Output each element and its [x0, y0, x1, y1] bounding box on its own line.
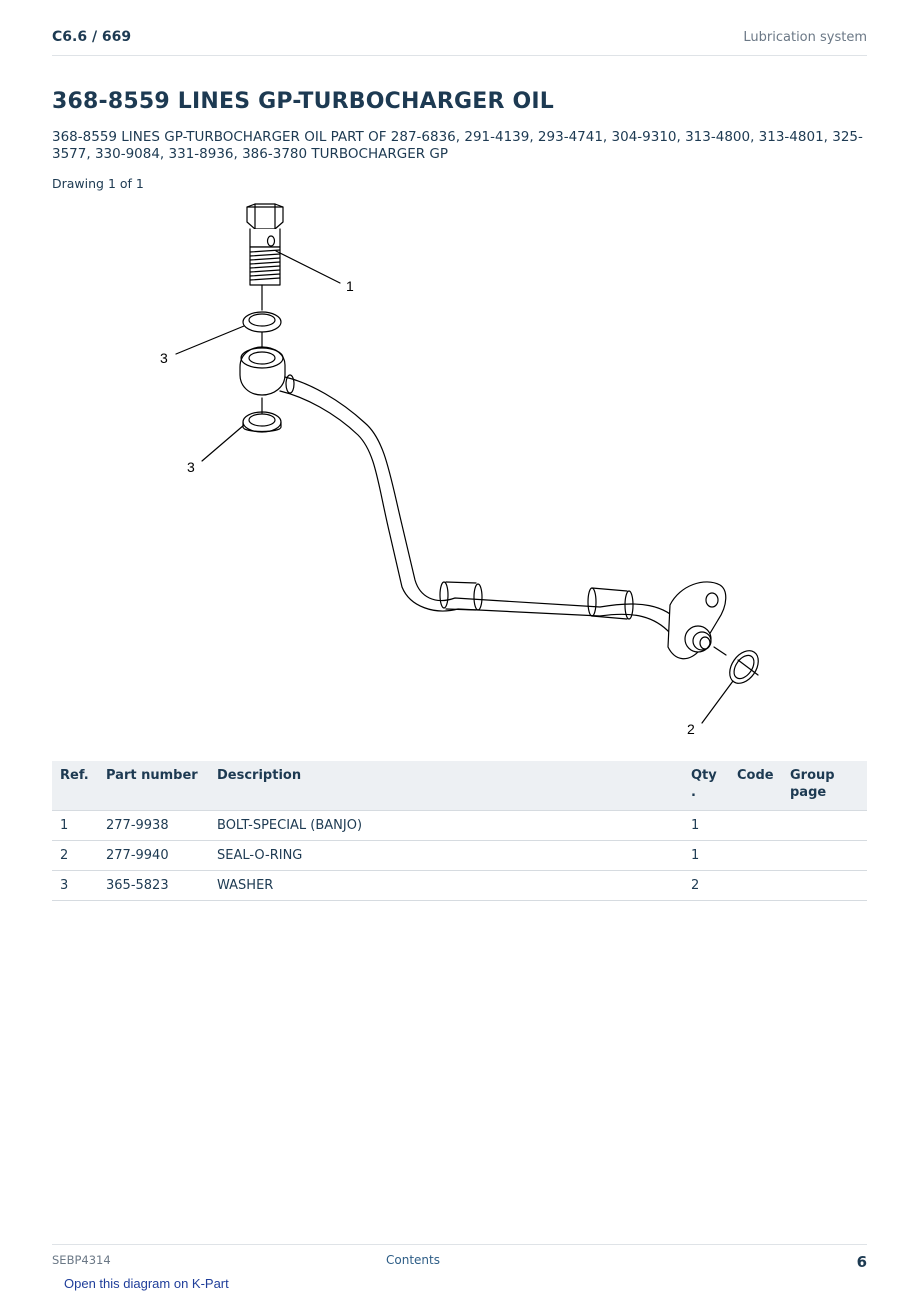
- document-id: SEBP4314: [52, 1253, 111, 1267]
- cell-part-number: 365-5823: [98, 871, 209, 901]
- cell-group-page: [782, 811, 867, 841]
- callout-3-upper: 3: [160, 350, 168, 366]
- cell-ref: 3: [52, 871, 98, 901]
- page-subtitle: 368-8559 LINES GP-TURBOCHARGER OIL PART OF 287-6836, 291-4139, 293-4741, 304-9310, 313-4800, 313-4801, 325-3577, 330-9084, 331-8936, 386-3780 TURBOCHARGER GP: [52, 129, 863, 162]
- oil-tube-part: [280, 375, 680, 633]
- cell-part-number: 277-9938: [98, 811, 209, 841]
- cell-qty: 2: [683, 871, 729, 901]
- cell-description: SEAL-O-RING: [209, 841, 683, 871]
- table-row: [52, 841, 867, 871]
- header-qty-line1: Qty: [691, 768, 717, 783]
- header-group-line2: page: [790, 785, 827, 800]
- page-footer: [52, 1244, 867, 1275]
- callout-2: 2: [687, 721, 695, 737]
- breadcrumb: C6.6 / 669: [52, 29, 132, 45]
- header-code: Code: [729, 761, 782, 811]
- header-description: Description: [209, 761, 683, 811]
- cell-code: [729, 841, 782, 871]
- header-group-line1: Group: [790, 768, 835, 783]
- cell-group-page: [782, 871, 867, 901]
- table-header-row: [52, 761, 867, 811]
- cell-part-number: 277-9940: [98, 841, 209, 871]
- parts-diagram: [140, 195, 780, 745]
- cell-ref: 1: [52, 811, 98, 841]
- cell-description: BOLT-SPECIAL (BANJO): [209, 811, 683, 841]
- contents-link[interactable]: Contents: [386, 1253, 440, 1267]
- upper-washer-part: [243, 312, 281, 348]
- page-number: 6: [856, 1253, 867, 1271]
- cell-qty: 1: [683, 841, 729, 871]
- lower-washer-part: [243, 398, 281, 432]
- o-ring-part: [724, 645, 764, 688]
- page-title: 368-8559 LINES GP-TURBOCHARGER OIL: [52, 89, 554, 114]
- banjo-fitting-part: [240, 347, 285, 395]
- drawing-count: Drawing 1 of 1: [52, 176, 144, 191]
- header-qty-line2: .: [691, 785, 696, 800]
- parts-table: [52, 761, 867, 901]
- banjo-bolt-part: [247, 204, 283, 310]
- cell-qty: 1: [683, 811, 729, 841]
- header-qty: [683, 761, 729, 811]
- cell-code: [729, 871, 782, 901]
- cell-group-page: [782, 841, 867, 871]
- table-row: [52, 811, 867, 841]
- cell-description: WASHER: [209, 871, 683, 901]
- table-row: [52, 871, 867, 901]
- page-header: [52, 28, 867, 56]
- cell-code: [729, 811, 782, 841]
- cell-ref: 2: [52, 841, 98, 871]
- header-group-page: [782, 761, 867, 811]
- kpart-diagram-link[interactable]: Open this diagram on K-Part: [64, 1276, 229, 1291]
- header-part-number: Part number: [98, 761, 209, 811]
- flange-part: [668, 582, 726, 659]
- section-name: Lubrication system: [743, 30, 867, 45]
- callout-3-lower: 3: [187, 459, 195, 475]
- callout-1: 1: [346, 278, 354, 294]
- header-ref: Ref.: [52, 761, 98, 811]
